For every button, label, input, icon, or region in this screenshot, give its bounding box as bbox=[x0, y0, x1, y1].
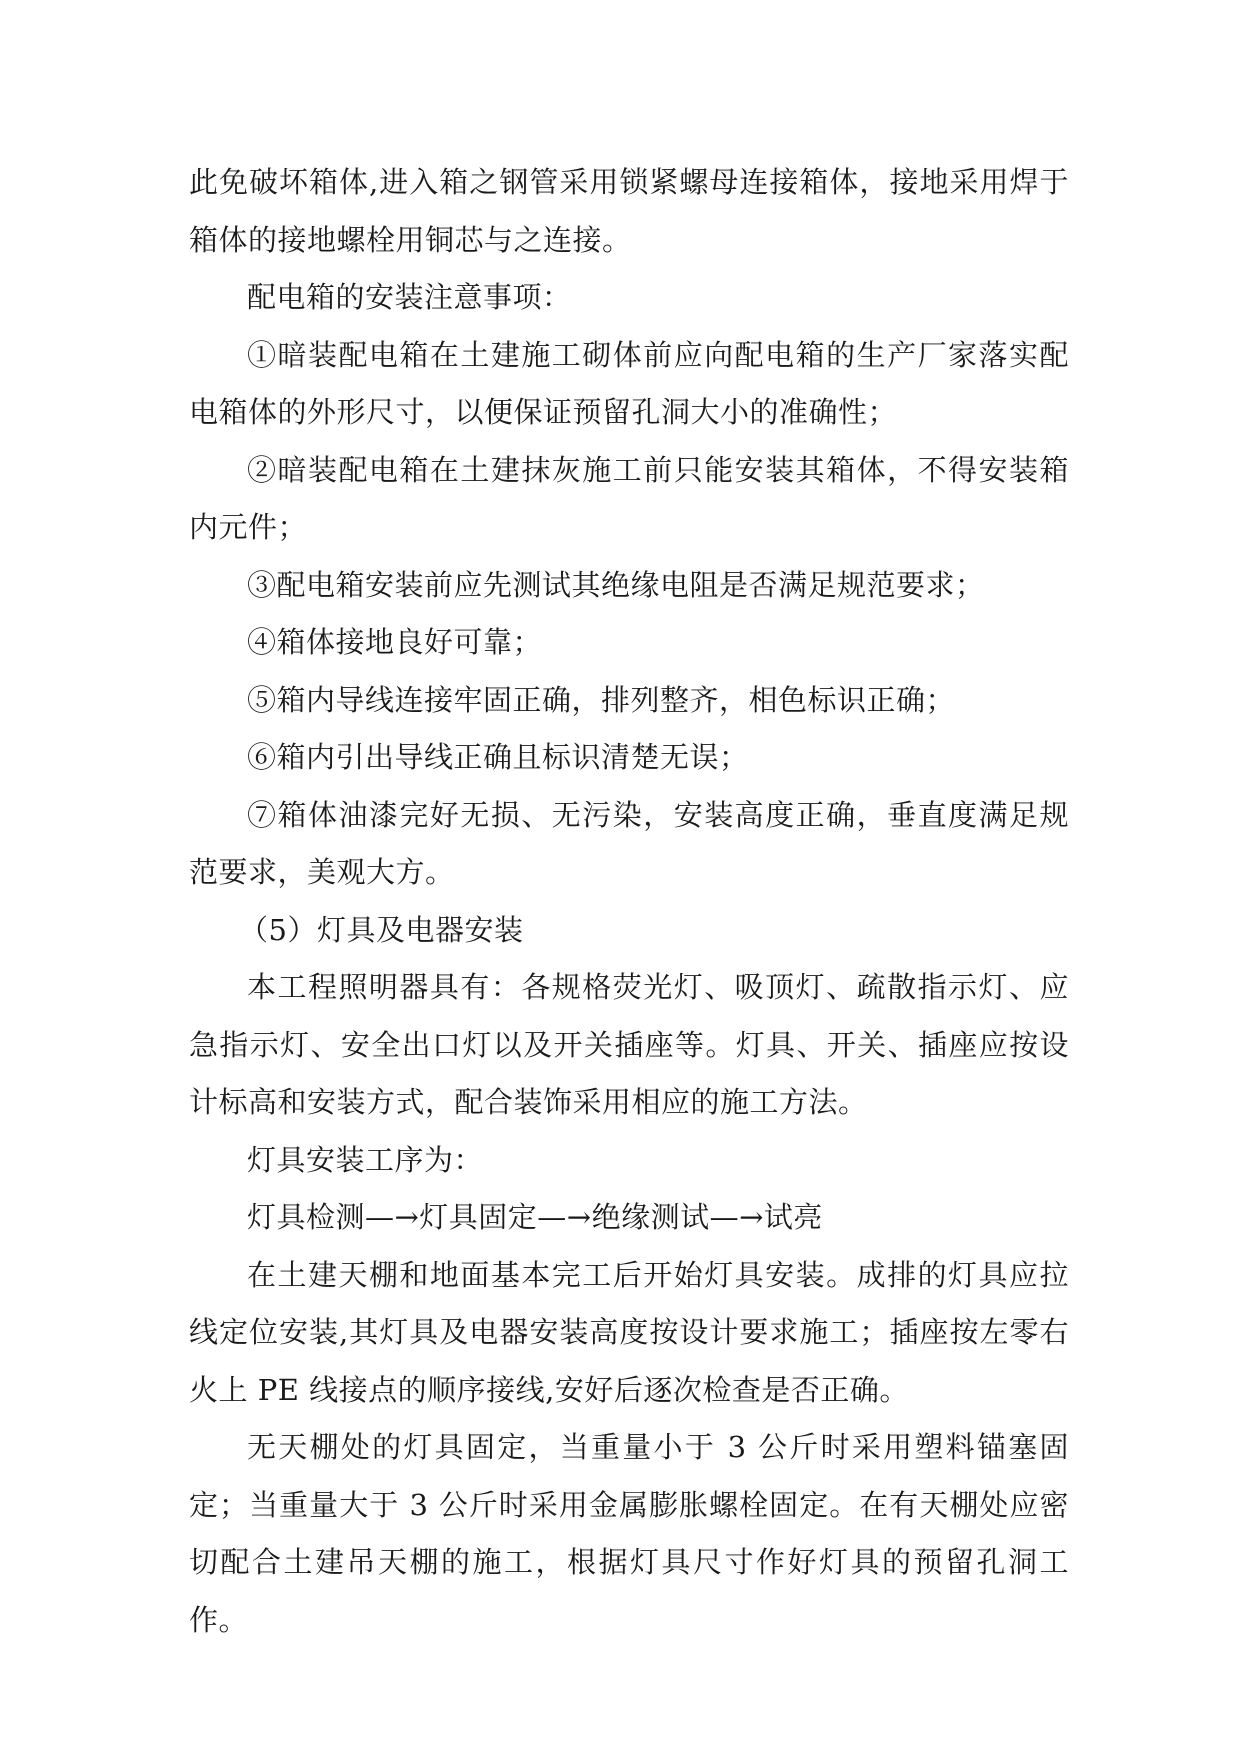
document-body bbox=[189, 154, 1069, 1649]
list-item-7: ⑦箱体油漆完好无损、无污染，安装高度正确，垂直度满足规范要求，美观大方。 bbox=[189, 797, 1069, 889]
paragraph-heading-precautions: 配电箱的安装注意事项： bbox=[247, 280, 572, 314]
list-item-6: ⑥箱内引出导线正确且标识清楚无误； bbox=[247, 740, 749, 774]
list-item-1: ①暗装配电箱在土建施工砌体前应向配电箱的生产厂家落实配电箱体的外形尺寸，以便保证预留孔洞大小的准确性； bbox=[189, 337, 1069, 429]
list-item-3: ③配电箱安装前应先测试其绝缘电阻是否满足规范要求； bbox=[247, 567, 985, 602]
list-item-4: ④箱体接地良好可靠； bbox=[247, 625, 543, 659]
list-item-2: ②暗装配电箱在土建抹灰施工前只能安装其箱体，不得安装箱内元件； bbox=[189, 452, 1069, 544]
paragraph-lighting-fixtures: 本工程照明器具有：各规格荧光灯、吸顶灯、疏散指示灯、应急指示灯、安全出口灯以及开关插座等。灯具、开关、插座应按设计标高和安装方式，配合装饰采用相应的施工方法。 bbox=[189, 970, 1069, 1119]
section-heading-lighting: （5）灯具及电器安装 bbox=[239, 912, 524, 947]
paragraph-fixing-method: 无天棚处的灯具固定，当重量小于 3 公斤时采用塑料锚塞固定；当重量大于 3 公斤时采用金属膨胀螺栓固定。在有天棚处应密切配合土建吊天棚的施工，根据灯具尺寸作好灯具的预留孔洞工作。 bbox=[189, 1430, 1069, 1637]
paragraph-installation-timing: 在土建天棚和地面基本完工后开始灯具安装。成排的灯具应拉线定位安装,其灯具及电器安装高度按设计要求施工；插座按左零右火上 PE 线接点的顺序接线,安好后逐次检查是否正确。 bbox=[189, 1257, 1069, 1407]
paragraph-procedure-label: 灯具安装工序为： bbox=[247, 1142, 484, 1177]
list-item-5: ⑤箱内导线连接牢固正确，排列整齐，相色标识正确； bbox=[247, 682, 956, 717]
paragraph-continuation: 此免破坏箱体,进入箱之钢管采用锁紧螺母连接箱体，接地采用焊于箱体的接地螺栓用铜芯与之连接。 bbox=[189, 165, 1069, 257]
paragraph-procedure-steps: 灯具检测—→灯具固定—→绝缘测试—→试亮 bbox=[247, 1200, 823, 1234]
